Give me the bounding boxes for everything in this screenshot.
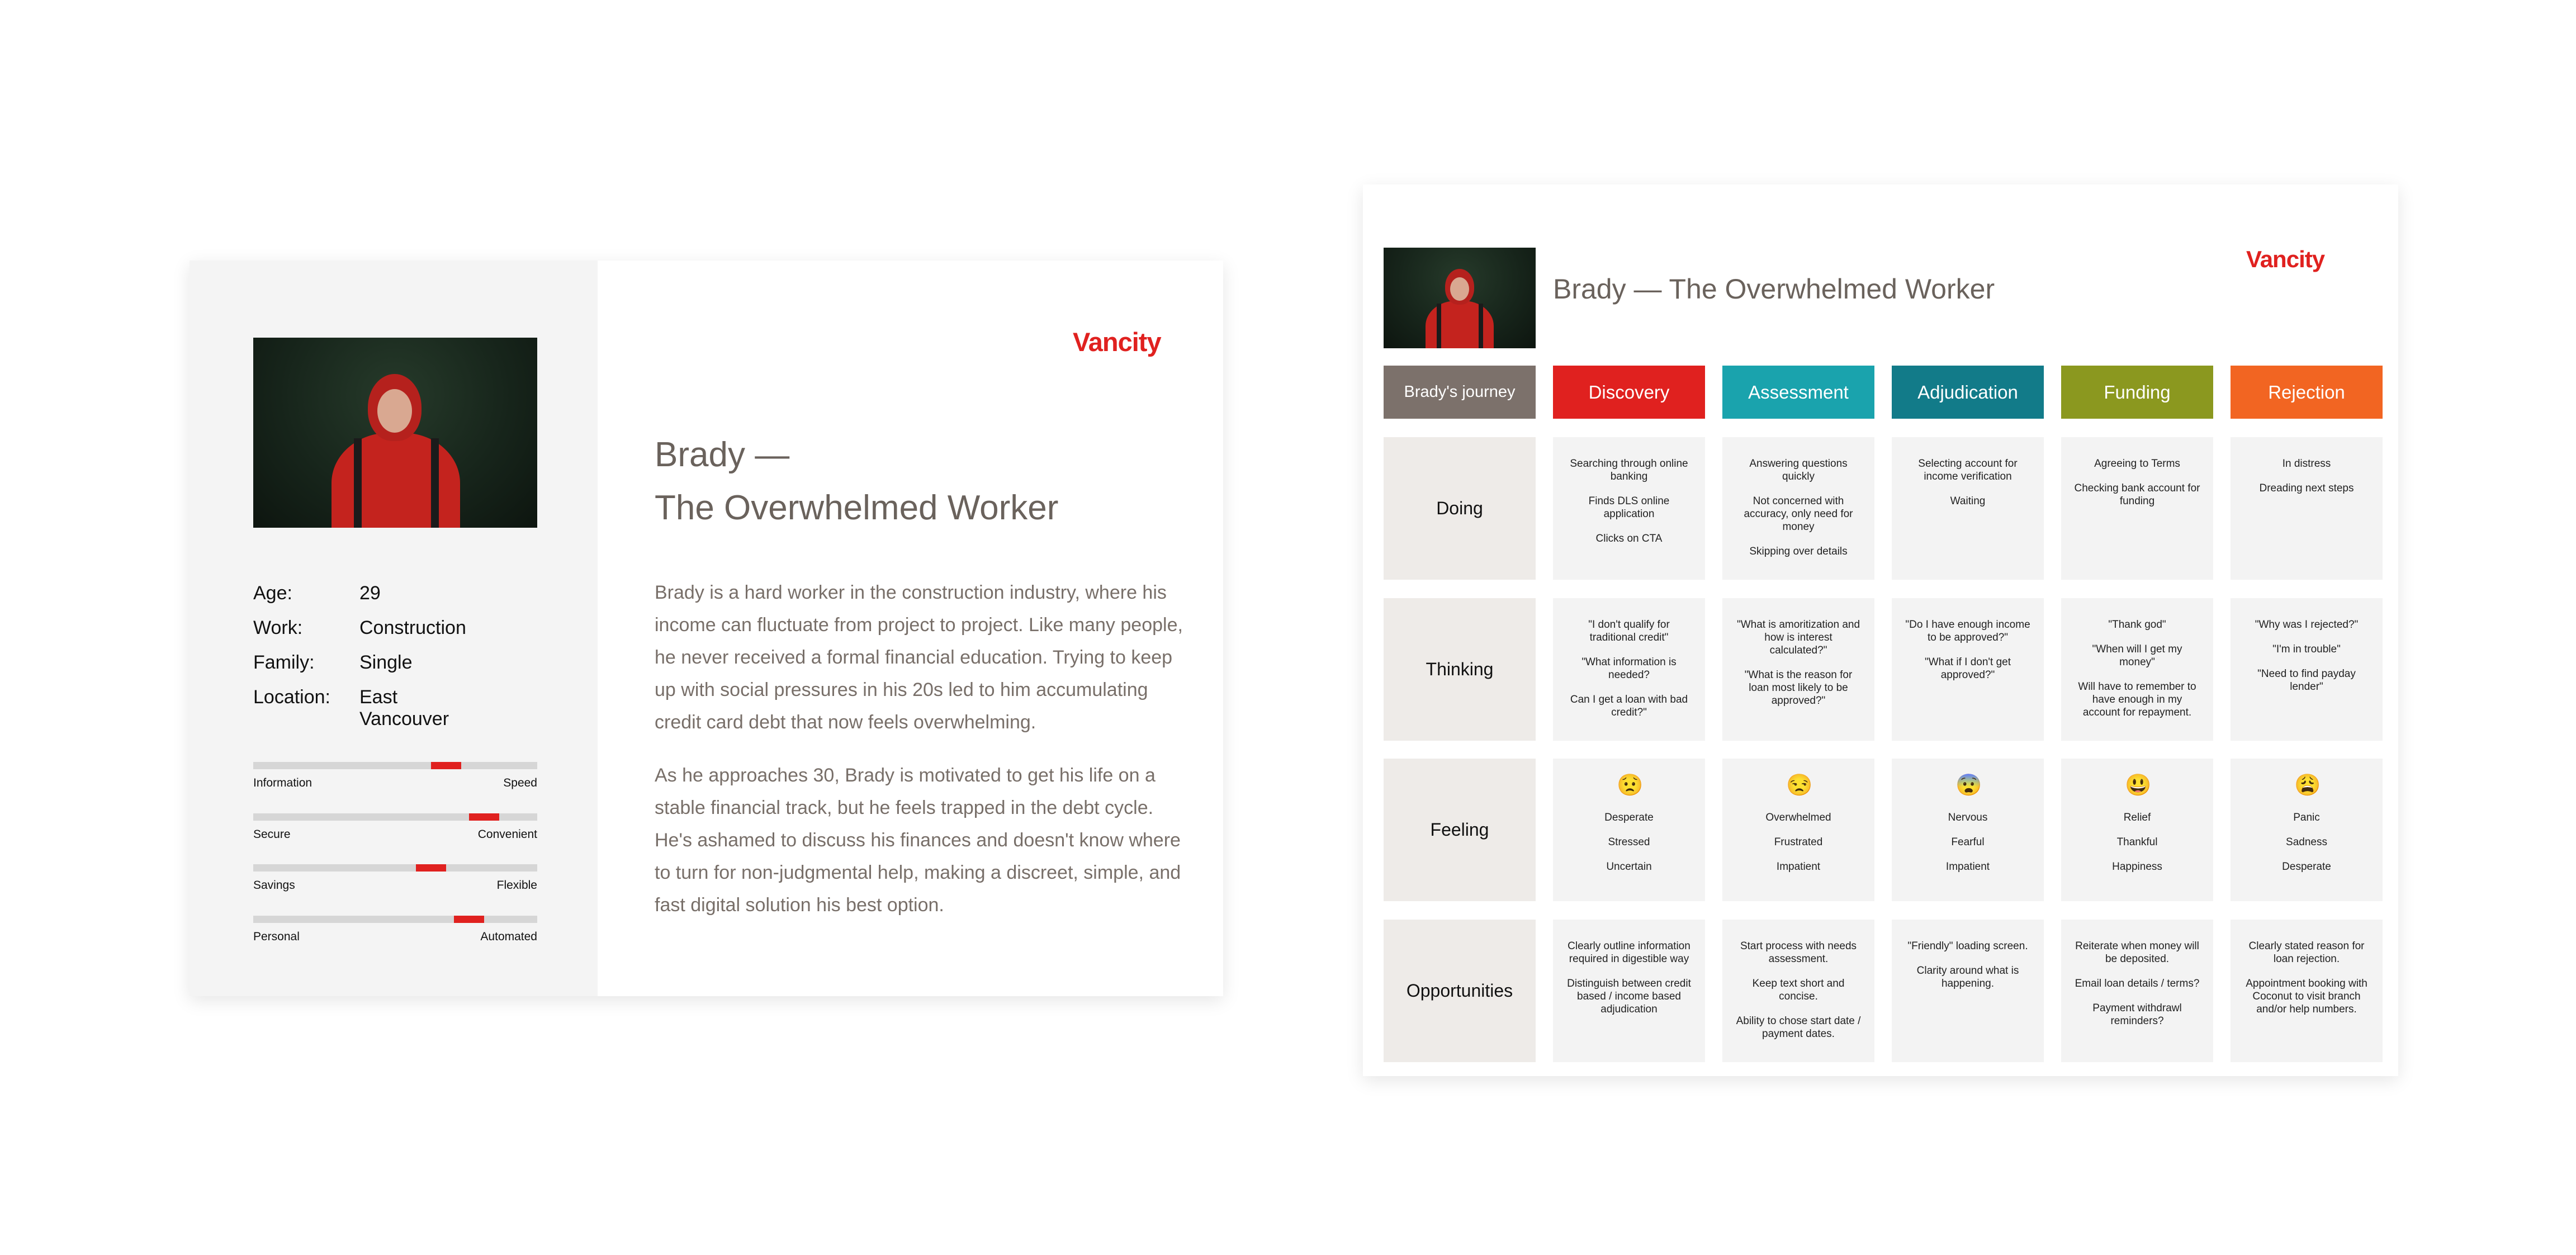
persona-photo xyxy=(253,338,537,528)
attribute-label: Age: xyxy=(253,582,292,604)
journey-cell-feeling-assessment xyxy=(1722,759,1874,901)
journey-cell-item: Clearly stated reason for loan rejection. xyxy=(2248,940,2365,965)
attribute-label: Work: xyxy=(253,617,303,638)
persona-title-line1: Brady — xyxy=(655,435,790,474)
journey-cell-item: Answering questions quickly xyxy=(1749,458,1848,482)
persona-sidebar xyxy=(190,261,598,996)
vancity-logo: Vancity xyxy=(2246,246,2325,272)
slider-marker xyxy=(431,762,461,769)
journey-cell-doing-adjudication xyxy=(1892,437,2044,580)
journey-cell-opportunities-funding xyxy=(2061,920,2213,1062)
journey-map-card xyxy=(1363,184,2398,1076)
journey-cell-item: Can I get a loan with bad credit?" xyxy=(1570,694,1688,718)
journey-cell-item: "Why was I rejected?" xyxy=(2255,619,2359,631)
slider-right-label: Flexible xyxy=(496,879,537,892)
journey-cell-opportunities-assessment xyxy=(1722,920,1874,1062)
persona-card xyxy=(190,261,1223,996)
journey-cell-item: "Thank god" xyxy=(2108,619,2166,631)
journey-cell-item: Uncertain xyxy=(1606,861,1652,873)
emotion-emoji-icon: 😨 xyxy=(1955,774,1982,797)
journey-cell-item: Stressed xyxy=(1608,836,1650,848)
stage-header-rejection: Rejection xyxy=(2231,366,2383,419)
stage-header-funding: Funding xyxy=(2061,366,2213,419)
slider-left-label: Savings xyxy=(253,879,295,892)
journey-cell-item: Desperate xyxy=(2282,861,2331,873)
journey-cell-item: Start process with needs assessment. xyxy=(1740,940,1857,965)
journey-cell-feeling-rejection xyxy=(2231,759,2383,901)
emotion-emoji-icon: 😩 xyxy=(2294,774,2321,797)
journey-cell-item: Reiterate when money will be deposited. xyxy=(2075,940,2199,965)
attribute-label: Location: xyxy=(253,686,330,708)
journey-cell-item: Impatient xyxy=(1945,861,1990,873)
journey-cell-item: Desperate xyxy=(1604,812,1654,823)
slider-track xyxy=(253,762,537,769)
journey-cell-item: Skipping over details xyxy=(1749,546,1848,557)
journey-cell-item: Thankful xyxy=(2116,836,2158,848)
slider-right-label: Automated xyxy=(480,930,537,943)
preference-slider-personal-automated xyxy=(253,916,537,949)
journey-cell-item: Payment withdrawl reminders? xyxy=(2092,1002,2182,1027)
journey-cell-item: Not concerned with accuracy, only need for money xyxy=(1744,495,1853,533)
journey-cell-item: Waiting xyxy=(1950,495,1986,507)
preference-slider-secure-convenient xyxy=(253,813,537,847)
journey-title: Brady — The Overwhelmed Worker xyxy=(1553,273,1995,305)
journey-cell-item: Sadness xyxy=(2286,836,2327,848)
journey-cell-item: "What is amoritization and how is interest calculated?" xyxy=(1736,619,1860,656)
slider-track xyxy=(253,916,537,923)
journey-cell-item: Fearful xyxy=(1951,836,1985,848)
slider-marker xyxy=(454,916,484,923)
preference-slider-information-speed xyxy=(253,762,537,795)
journey-label: Brady's journey xyxy=(1384,366,1536,419)
attribute-label: Family: xyxy=(253,652,315,673)
stage-header-discovery: Discovery xyxy=(1553,366,1705,419)
journey-cell-thinking-rejection xyxy=(2231,598,2383,741)
journey-cell-opportunities-rejection xyxy=(2231,920,2383,1062)
journey-cell-item: Selecting account for income verification xyxy=(1918,458,2018,482)
journey-cell-item: Relief xyxy=(2123,812,2151,823)
journey-cell-item: Searching through online banking xyxy=(1570,458,1688,482)
journey-cell-item: "When will I get my money" xyxy=(2092,643,2182,668)
journey-cell-item: Happiness xyxy=(2112,861,2162,873)
journey-cell-doing-assessment xyxy=(1722,437,1874,580)
journey-cell-item: "Friendly" loading screen. xyxy=(1907,940,2028,952)
journey-cell-item: Nervous xyxy=(1948,812,1988,823)
emotion-emoji-icon: 😃 xyxy=(2125,774,2152,797)
journey-cell-doing-funding xyxy=(2061,437,2213,580)
journey-cell-doing-rejection xyxy=(2231,437,2383,580)
journey-cell-item: Checking bank account for funding xyxy=(2074,482,2200,507)
journey-cell-opportunities-adjudication xyxy=(1892,920,2044,1062)
journey-cell-item: Clarity around what is happening. xyxy=(1916,965,2019,989)
persona-title-line2: The Overwhelmed Worker xyxy=(655,489,1059,527)
journey-cell-thinking-funding xyxy=(2061,598,2213,741)
slider-marker xyxy=(416,864,446,872)
row-label-opportunities: Opportunities xyxy=(1384,920,1536,1062)
journey-cell-item: Frustrated xyxy=(1774,836,1823,848)
journey-cell-thinking-discovery xyxy=(1553,598,1705,741)
emotion-emoji-icon: 😟 xyxy=(1617,774,1644,797)
journey-cell-item: Finds DLS online application xyxy=(1588,495,1670,520)
attribute-value: East Vancouver xyxy=(359,686,449,730)
journey-cell-item: "I'm in trouble" xyxy=(2272,643,2341,655)
journey-cell-doing-discovery xyxy=(1553,437,1705,580)
preference-slider-savings-flexible xyxy=(253,864,537,898)
journey-cell-item: "I don't qualify for traditional credit" xyxy=(1588,619,1670,643)
journey-cell-item: Appointment booking with Coconut to visit branch and/or help numbers. xyxy=(2246,978,2367,1015)
persona-thumbnail xyxy=(1384,248,1536,348)
stage-header-assessment: Assessment xyxy=(1722,366,1874,419)
journey-cell-thinking-assessment xyxy=(1722,598,1874,741)
journey-cell-item: Overwhelmed xyxy=(1765,812,1831,823)
slider-left-label: Secure xyxy=(253,828,291,841)
journey-cell-item: "Do I have enough income to be approved?" xyxy=(1905,619,2030,643)
slider-left-label: Information xyxy=(253,776,312,789)
journey-cell-item: "What is the reason for loan most likely to be approved?" xyxy=(1744,669,1853,707)
attribute-value: Construction xyxy=(359,617,466,638)
journey-cell-item: Keep text short and concise. xyxy=(1752,978,1845,1002)
journey-cell-item: Panic xyxy=(2293,812,2320,823)
journey-cell-opportunities-discovery xyxy=(1553,920,1705,1062)
persona-bio-paragraph: As he approaches 30, Brady is motivated to get his life on a stable financial track, but he feels trapped in the debt cycle. He's ashamed to discuss his finances and doesn't know where to turn for non-judgmental help, making a discreet, simple, and fast digital solution his best option. xyxy=(655,765,1181,916)
stage-header-adjudication: Adjudication xyxy=(1892,366,2044,419)
emotion-emoji-icon: 😒 xyxy=(1786,774,1813,797)
slider-left-label: Personal xyxy=(253,930,300,943)
journey-cell-feeling-discovery xyxy=(1553,759,1705,901)
vancity-logo: Vancity xyxy=(1073,327,1161,357)
journey-cell-item: Agreeing to Terms xyxy=(2094,458,2180,470)
journey-cell-item: Dreading next steps xyxy=(2259,482,2354,494)
slider-track xyxy=(253,864,537,872)
journey-cell-feeling-funding xyxy=(2061,759,2213,901)
slider-right-label: Convenient xyxy=(477,828,537,841)
persona-bio-paragraph: Brady is a hard worker in the construction industry, where his income can fluctuate from project to project. Like many people, he never received a formal financial education. Trying to keep up with social pressures in his 20s led to him accumulating credit card debt that now feels overwhelming. xyxy=(655,582,1183,733)
attribute-value: Single xyxy=(359,652,413,673)
journey-cell-feeling-adjudication xyxy=(1892,759,2044,901)
journey-cell-item: Will have to remember to have enough in my account for repayment. xyxy=(2078,681,2196,718)
attribute-value: 29 xyxy=(359,582,381,604)
persona-title xyxy=(655,428,1058,534)
journey-cell-item: In distress xyxy=(2282,458,2331,470)
row-label-feeling: Feeling xyxy=(1384,759,1536,901)
journey-cell-item: Distinguish between credit based / income based adjudication xyxy=(1567,978,1691,1015)
journey-cell-item: "Need to find payday lender" xyxy=(2257,668,2356,693)
journey-cell-thinking-adjudication xyxy=(1892,598,2044,741)
journey-cell-item: Ability to chose start date / payment dates. xyxy=(1736,1015,1861,1040)
slider-right-label: Speed xyxy=(503,776,537,789)
journey-cell-item: "What information is needed? xyxy=(1581,656,1677,681)
journey-cell-item: "What if I don't get approved?" xyxy=(1924,656,2011,681)
row-label-doing: Doing xyxy=(1384,437,1536,580)
slider-marker xyxy=(469,813,499,821)
row-label-thinking: Thinking xyxy=(1384,598,1536,741)
journey-cell-item: Clicks on CTA xyxy=(1595,533,1663,544)
journey-cell-item: Impatient xyxy=(1776,861,1821,873)
journey-cell-item: Clearly outline information required in digestible way xyxy=(1568,940,1690,965)
journey-cell-item: Email loan details / terms? xyxy=(2075,978,2200,989)
